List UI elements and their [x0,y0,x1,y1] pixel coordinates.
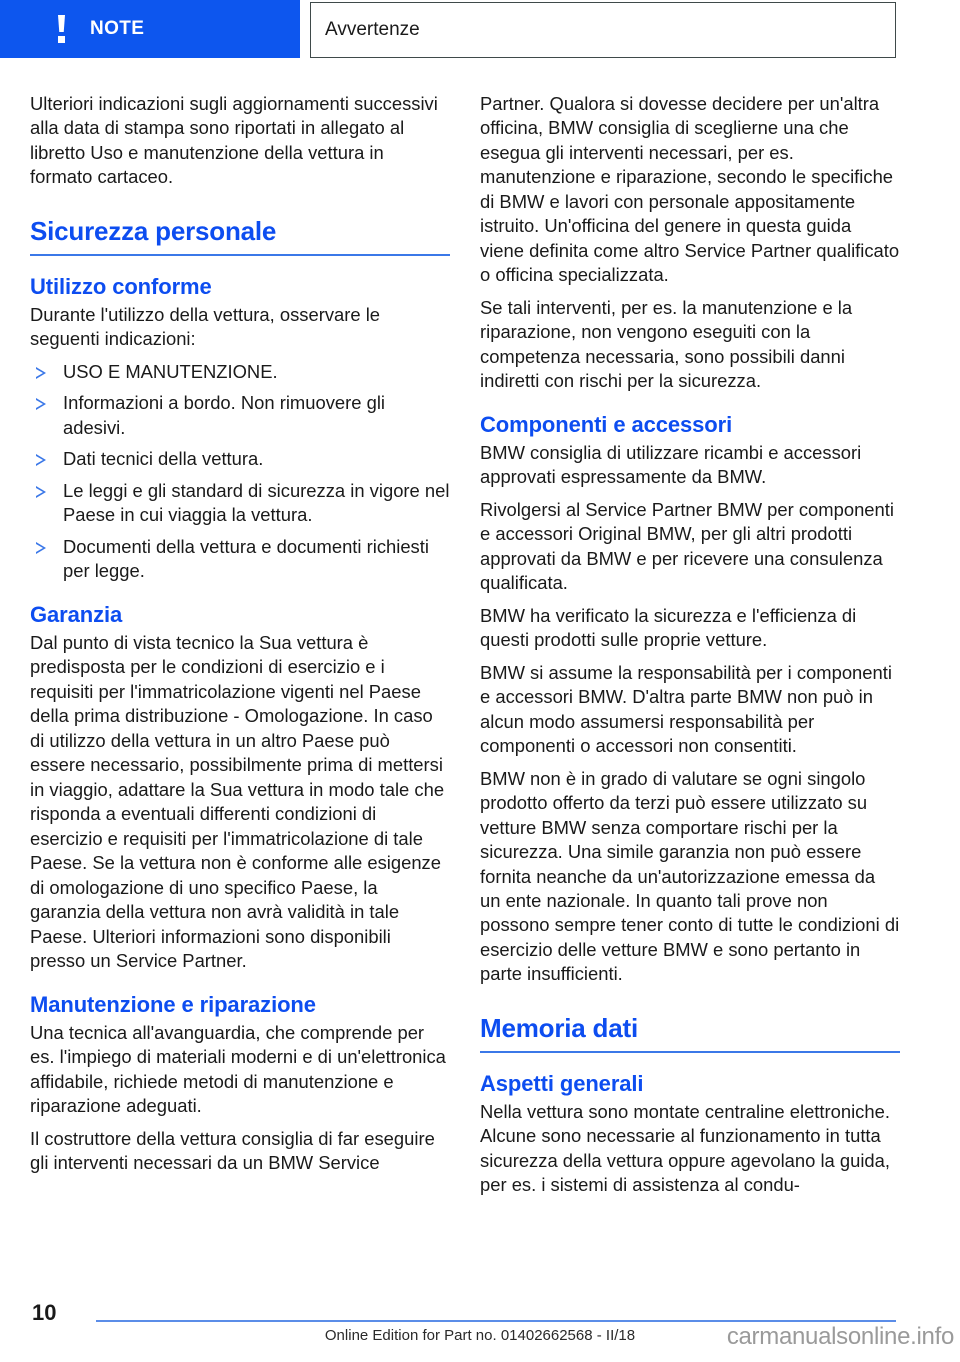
section-heading-sicurezza: Sicurezza personale [30,216,450,256]
list-item-label: Documenti della vettura e documenti richiesti per legge. [63,535,429,582]
bullet-list-utilizzo [30,360,450,584]
paragraph: BMW ha verificato la sicurezza e l'efficienza di questi prodotti sulle proprie vetture. [480,604,857,651]
paragraph: Durante l'utilizzo della vettura, osservare le seguenti indicazioni: [30,303,381,350]
triangle-bullet-icon [36,367,46,379]
exclamation-icon [52,14,72,44]
subheading-utilizzo-conforme: Utilizzo conforme [30,273,212,299]
page-body [0,92,960,1292]
note-tab [28,0,300,58]
list-item-label: Le leggi e gli standard di sicurezza in vigore nel Paese in cui viaggia la vettura. [63,479,450,526]
note-tab-bleed [0,0,30,58]
list-item [30,447,450,471]
triangle-bullet-icon [36,486,46,498]
list-item-label: Informazioni a bordo. Non rimuovere gli adesivi. [63,392,385,438]
paragraph: Se tali interventi, per es. la manutenzione e la riparazione, non vengono eseguiti con la competenza necessaria, sono possibili danni indiretti con rischi per la sicurezza. [480,296,853,392]
list-item [30,360,450,384]
subheading-aspetti-generali: Aspetti generali [480,1070,644,1096]
list-item [30,479,450,528]
paragraph: Partner. Qualora si dovesse decidere per un'altra officina, BMW consiglia di sceglierne una che esegua gli interventi necessari, per es. manutenzione e riparazione, secondo le specifiche di BMW e lavori con personale appositamente istruito. Un'officina del genere in questa guida viene definita come altro Service Partner qualificato o officina specializzata. [480,93,900,286]
triangle-bullet-icon [36,542,46,554]
list-item [30,535,450,584]
avvertenze-box [310,2,896,58]
left-column [30,92,450,1184]
intro-paragraph: Ulteriori indicazioni sugli aggiornamenti successivi alla data di stampa sono riportati in allegato al libretto Uso e manutenzione della vettura in formato cartaceo. [30,93,438,188]
list-item-label: USO E MANUTENZIONE. [63,360,278,382]
note-tab-label: NOTE [90,18,145,39]
page-header [0,0,960,62]
page-footer [0,1290,960,1362]
subheading-componenti-accessori: Componenti e accessori [480,411,733,437]
edition-text: Online Edition for Part no. 01402662568 - II/18 [324,1327,636,1344]
section-heading-memoria-dati: Memoria dati [480,1013,900,1053]
footer-rule [96,1320,896,1322]
paragraph: Una tecnica all'avanguardia, che comprende per es. l'impiego di materiali moderni e di un'elettronica affidabile, richiede metodi di manutenzione e riparazione adeguati. [30,1021,446,1117]
paragraph: Nella vettura sono montate centraline elettroniche. Alcune sono necessarie al funzionamento in tutta sicurezza della vettura oppure agevolano la guida, per es. i sistemi di assistenza al condu- [480,1100,890,1196]
paragraph: BMW consiglia di utilizzare ricambi e accessori approvati espressamente da BMW. [480,442,862,488]
subheading-manutenzione-riparazione: Manutenzione e riparazione [30,991,316,1017]
list-item [30,391,450,440]
paragraph: BMW non è in grado di valutare se ogni singolo prodotto offerto da terzi può essere utilizzato su vetture BMW senza comportare rischi per la sicurezza. Una simile garanzia non può essere fornita neanche da un'autorizzazione emessa da un ente nazionale. In quanto tali prove non possono sempre tener conto di tutte le condizioni di esercizio delle vetture BMW e sono pertanto in parte insufficienti. [480,767,900,985]
paragraph: Rivolgersi al Service Partner BMW per componenti e accessori Original BMW, per gli altri prodotti approvati da BMW e per ricevere una consulenza qualificata. [480,498,894,594]
paragraph: BMW si assume la responsabilità per i componenti e accessori BMW. D'altra parte BMW non può in alcun modo assumersi responsabilità per componenti o accessori non consentiti. [480,661,892,757]
triangle-bullet-icon [36,398,46,410]
right-column [480,92,900,1206]
list-item-label: Dati tecnici della vettura. [63,448,264,470]
avvertenze-label: Avvertenze [325,19,420,40]
paragraph: Il costruttore della vettura consiglia di far eseguire gli interventi necessari da un BMW Service [30,1127,435,1174]
subheading-garanzia: Garanzia [30,601,123,627]
watermark-text: carmanualsonline.info [726,1323,954,1350]
triangle-bullet-icon [36,454,46,466]
page-number: 10 [32,1300,57,1325]
paragraph: Dal punto di vista tecnico la Sua vettura è predisposta per le condizioni di esercizio e i requisiti per l'immatricolazione vigenti nel Paese della prima distribuzione - Omologazione. In caso di utilizzo della vettura in un altro Paese può essere necessario, possibilmente prima di mettersi in viaggio, adattare la Sua vettura in modo tale che risponda a eventuali differenti condizioni di esercizio e requisiti per l'immatricolazione di tale Paese. Se la vettura non è conforme alle esigenze di omologazione di uno specifico Paese, la garanzia della vettura non avrà validità in tale Paese. Ulteriori informazioni sono disponibili presso un Service Partner. [30,632,445,972]
